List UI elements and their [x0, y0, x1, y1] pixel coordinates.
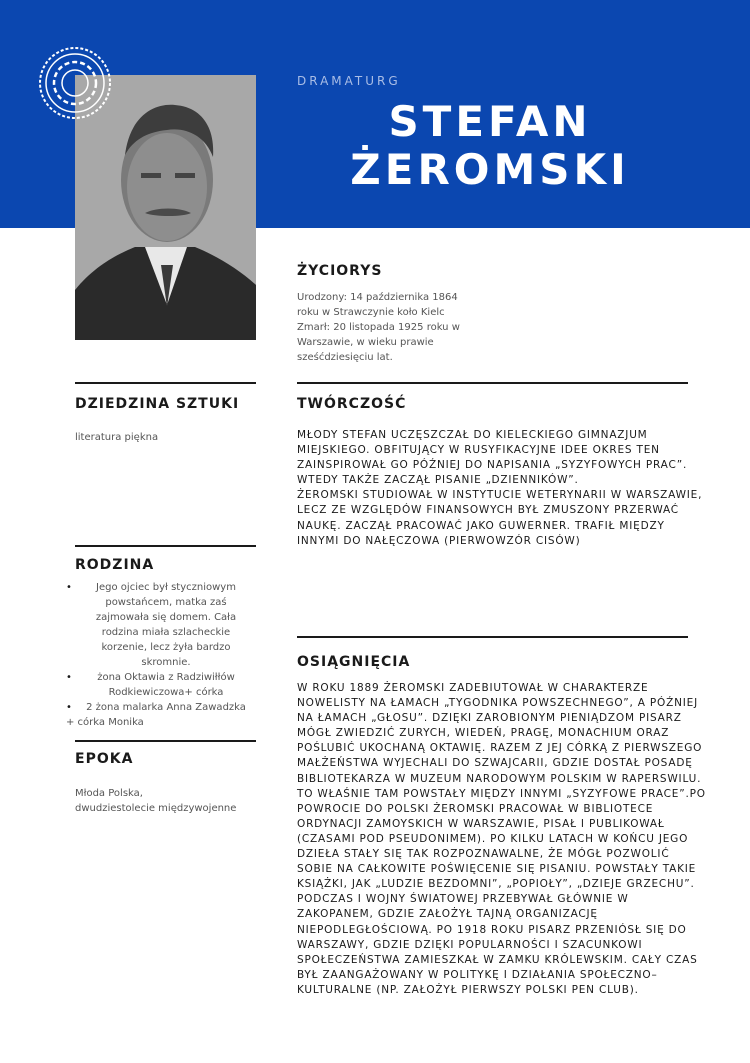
biography-text: Urodzony: 14 października 1864 roku w Strawczynie koło Kielc Zmarł: 20 listopada 1925 roku w Warszawie, w wieku prawie sześćdziesięciu lat. [297, 292, 460, 363]
header-subtitle: DRAMATURG [297, 74, 401, 88]
divider [297, 382, 688, 384]
last-name: ŻEROMSKI [350, 145, 630, 194]
achievements-text: W ROKU 1889 ŻEROMSKI ZADEBIUTOWAŁ W CHARAKTERZE NOWELISTY NA ŁAMACH „TYGODNIKA POWSZECHNEGO”, A PÓŹNIEJ NA ŁAMACH „GŁOSU”. DZIĘKI ZAROBIONYM PIENIĄDZOM PISARZ MÓGŁ ZWIEDZIĆ ZURYCH, WIEDEŃ, PRAGĘ, MONACHIUM ORAZ POŚLUBIĆ UKOCHANĄ OKTAWIĘ. RAZEM Z JEJ CÓRKĄ Z PIERWSZEGO MAŁŻEŃSTWA WYJECHALI DO SZWAJCARII, GDZIE DOSTAŁ POSADĘ BIBLIOTEKARZA W MUZEUM NARODOWYM POLSKIM W RAPERSWILU. TO WŁAŚNIE TAM POWSTAŁY MIĘDZY INNYMI „SYZYFOWE PRACE”.PO POWROCIE DO POLSKI ŻEROMSKI PRACOWAŁ W BIBLIOTECE ORDYNACJI ZAMOYSKICH W WARSZAWIE, PISAŁ I PUBLIKOWAŁ (CZASAMI POD PSEUDONIMEM). PO KILKU LATACH W KOŃCU JEGO DZIEŁA STAŁY SIĘ TAK ROZPOZNAWALNE, ŻE MÓGŁ POZWOLIĆ SOBIE NA CAŁKOWITE POŚWIĘCENIE SIĘ PISANIU. POWSTAŁY TAKIE KSIĄŻKI, JAK „LUDZIE BEZDOMNI”, „POPIOŁY”, „DZIEJE GRZECHU”. PODCZAS I WOJNY ŚWIATOWEJ PRZEBYWAŁ GŁÓWNIE W ZAKOPANEM, GDZIE ZAŁOŻYŁ TAJNĄ ORGANIZACJĘ NIEPODLEGŁOŚCIOWĄ. PO 1918 ROKU PISARZ PRZENIÓSŁ SIĘ DO WARSZAWY, GDZIE DZIĘKI POPULARNOŚCI I SZACUNKOWI SPOŁECZEŃSTWA ZAMIESZKAŁ W ZAMKU KRÓLEWSKIM. CAŁY CZAS BYŁ ZAANGAŻOWANY W POLITYKĘ I DZIAŁANIA SPOŁECZNO–KULTURALNE (NP. ZAŁOŻYŁ PIERWSZY POLSKI PEN CLUB). [297, 682, 706, 996]
epoch-value: Młoda Polska, dwudziestolecie międzywojenne [75, 788, 237, 814]
round-stamp-icon [37, 45, 113, 121]
biography-heading: ŻYCIORYS [297, 263, 383, 279]
family-list [66, 580, 252, 730]
family-heading: RODZINA [75, 557, 155, 573]
page-title [330, 98, 650, 194]
art-field-heading: DZIEDZINA SZTUKI [75, 396, 240, 412]
work-heading: TWÓRCZOŚĆ [297, 396, 407, 412]
achievements-heading: OSIĄGNIĘCIA [297, 654, 411, 670]
first-name: STEFAN [388, 97, 592, 146]
divider [297, 636, 688, 638]
epoch-heading: EPOKA [75, 751, 134, 767]
divider [75, 545, 256, 547]
work-text: MŁODY STEFAN UCZĘSZCZAŁ DO KIELECKIEGO GIMNAZJUM MIEJSKIEGO. OBFITUJĄCY W RUSYFIKACYJNE IDEE OKRES TEN ZAINSPIROWAŁ GO PÓŹNIEJ DO NAPISANIA „SYZYFOWYCH PRAC”. WTEDY TAKŻE ZACZĄŁ PISANIE „DZIENNIKÓW”. ŻEROMSKI STUDIOWAŁ W INSTYTUCIE WETERYNARII W WARSZAWIE, LECZ ZE WZGLĘDÓW FINANSOWYCH BYŁ ZMUSZONY PRZERWAĆ NAUKĘ. ZACZĄŁ PRACOWAĆ JAKO GUWERNER. TRAFIŁ MIĘDZY INNYMI DO NAŁĘCZOWA (PIERWOWZÓR CISÓW) [297, 429, 703, 547]
divider [75, 740, 256, 742]
list-item: • Jego ojciec był styczniowym powstańcem, matka zaś zajmowała się domem. Cała rodzina miała szlacheckie korzenie, lecz żyła bardzo skromnie. [66, 580, 252, 670]
list-item: • żona Oktawia z Radziwiłłów Rodkiewiczowa+ córka [66, 670, 252, 700]
family-trailing: + córka Monika [66, 717, 144, 728]
art-field-value: literatura piękna [75, 432, 159, 443]
divider [75, 382, 256, 384]
list-item: • 2 żona malarka Anna Zawadzka [66, 700, 252, 715]
